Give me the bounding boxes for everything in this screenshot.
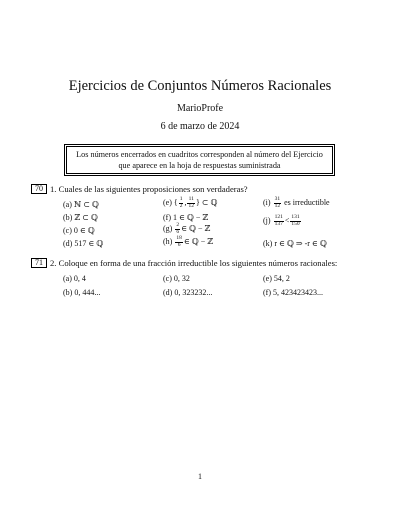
option-e-prefix: (e) { <box>163 197 178 207</box>
option-i-suffix: es irreductible <box>284 197 330 207</box>
notice-line-1: Los números encerrados en cuadritos corresponden al número del Ejercicio <box>76 150 323 159</box>
denominator: 6 <box>176 228 180 235</box>
option-a: (a) ℕ ⊂ ℚ <box>63 200 99 209</box>
notice-box <box>66 146 333 174</box>
option-j <box>263 215 302 227</box>
denominator: 150 <box>291 220 300 227</box>
option-e: (e) 54, 2 <box>263 274 290 283</box>
option-e-mid: , <box>184 197 187 207</box>
option-c: (c) 0 ∈ ℚ <box>63 226 95 235</box>
notice-line-2: que aparece en la hoja de respuestas suministrada <box>118 160 281 170</box>
option-i-prefix: (i) <box>263 197 271 207</box>
fraction <box>179 196 187 209</box>
denominator: 12 <box>188 202 194 209</box>
denominator: 6 <box>177 241 181 248</box>
exercise-number-box: 71 <box>31 258 47 268</box>
option-g-suffix: ∈ ℚ − ℤ <box>181 223 211 233</box>
option-f: (f) 5, 423423423... <box>263 288 323 297</box>
numerator: 11 <box>188 196 194 202</box>
option-j-mid: < <box>284 215 290 225</box>
denominator: 137 <box>274 220 283 227</box>
option-g-prefix: (g) <box>163 223 173 233</box>
option-a: (a) 0, 4 <box>63 274 86 283</box>
numerator: 31 <box>274 196 281 202</box>
option-h-suffix: ∈ ℚ − ℤ <box>183 236 214 246</box>
option-d: (d) 517 ∈ ℚ <box>63 239 104 248</box>
denominator: 2 <box>179 202 183 209</box>
fraction <box>274 215 284 227</box>
author: MarioProfe <box>176 103 224 114</box>
exercise-number-box: 70 <box>31 184 47 194</box>
option-e <box>163 197 217 209</box>
option-j-prefix: (j) <box>263 215 271 225</box>
option-b: (b) 0, 444... <box>63 288 101 297</box>
fraction <box>274 197 282 209</box>
option-e-suffix: } ⊂ ℚ <box>195 197 218 207</box>
option-g <box>163 223 210 235</box>
option-d: (d) 0, 323232... <box>163 288 213 297</box>
numerator: 18 <box>176 235 182 241</box>
fraction <box>175 223 180 235</box>
numerator: 131 <box>291 214 300 220</box>
numerator: 2 <box>176 222 180 228</box>
option-k: (k) r ∈ ℚ ⇒ -r ∈ ℚ <box>263 239 327 248</box>
option-h <box>163 236 213 248</box>
page-title: Ejercicios de Conjuntos Números Racionales <box>68 78 332 94</box>
numerator: 1 <box>179 196 183 202</box>
question-text: 2. Coloque en forma de una fracción irreductible los siguientes números racionales: <box>50 258 338 268</box>
option-b: (b) ℤ ⊂ ℚ <box>63 213 98 222</box>
fraction <box>187 197 195 209</box>
fraction <box>290 215 300 227</box>
fraction <box>175 236 183 248</box>
numerator: 121 <box>274 214 283 220</box>
denominator: 12 <box>274 202 281 209</box>
date: 6 de marzo de 2024 <box>160 121 240 132</box>
question-text: 1. Cuales de las siguientes proposiciones son verdaderas? <box>50 184 248 194</box>
option-c: (c) 0, 32 <box>163 274 190 283</box>
option-i <box>263 197 330 209</box>
option-h-prefix: (h) <box>163 236 173 246</box>
page-number: 1 <box>198 472 202 481</box>
option-f: (f) 1 ∈ ℚ − ℤ <box>163 213 209 222</box>
